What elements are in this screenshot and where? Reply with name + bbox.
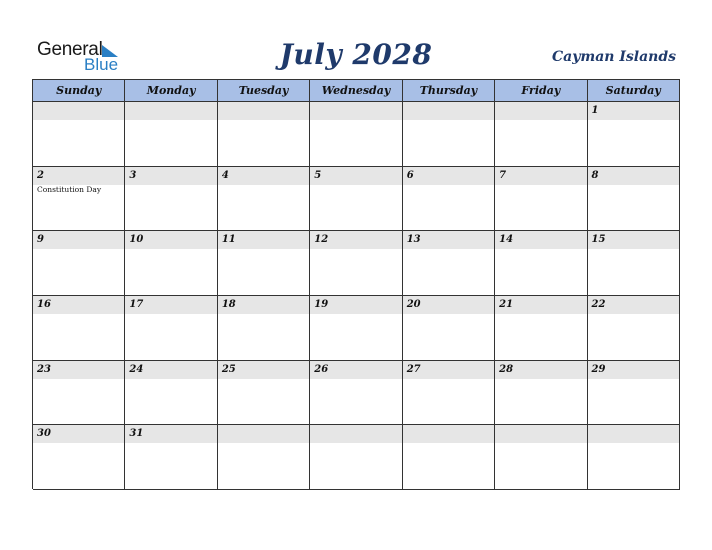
day-cell — [588, 296, 680, 361]
day-cell — [403, 167, 495, 232]
day-cell — [588, 167, 680, 232]
day-number: 15 — [591, 234, 606, 246]
day-cell — [33, 102, 125, 167]
day-cell — [588, 231, 680, 296]
day-cell — [218, 296, 310, 361]
day-number: 29 — [591, 363, 606, 375]
day-number: 5 — [314, 169, 322, 181]
weekday-header: Sunday — [33, 80, 125, 102]
day-number: 25 — [221, 363, 236, 375]
day-cell — [310, 167, 402, 232]
weekday-header: Thursday — [403, 80, 495, 102]
day-number: 17 — [129, 298, 144, 310]
day-number: 8 — [591, 169, 599, 181]
day-cell — [33, 296, 125, 361]
week-row — [33, 425, 680, 490]
day-cell — [125, 425, 217, 490]
day-cell — [125, 361, 217, 426]
week-row — [33, 231, 680, 296]
day-number: 26 — [314, 363, 329, 375]
day-number: 24 — [129, 363, 144, 375]
weekday-header-row — [33, 80, 680, 102]
day-number: 18 — [221, 298, 236, 310]
day-cell — [588, 102, 680, 167]
day-number: 6 — [406, 169, 414, 181]
day-number: 30 — [37, 428, 51, 440]
weekday-header: Saturday — [588, 80, 680, 102]
day-cell — [125, 102, 217, 167]
day-cell — [125, 231, 217, 296]
day-number: 11 — [221, 234, 236, 246]
calendar-title: July 2028 — [279, 38, 433, 71]
week-row — [33, 167, 680, 232]
week-row — [33, 296, 680, 361]
day-cell — [495, 296, 587, 361]
day-cell — [218, 425, 310, 490]
day-number: 2 — [37, 169, 44, 181]
day-number: 3 — [129, 169, 137, 181]
weekday-header: Tuesday — [218, 80, 310, 102]
weekday-header: Monday — [125, 80, 217, 102]
day-cell — [403, 425, 495, 490]
day-cell — [310, 425, 402, 490]
day-cell — [403, 296, 495, 361]
day-number: 7 — [499, 169, 507, 181]
day-number: 9 — [37, 234, 44, 246]
day-cell — [310, 231, 402, 296]
day-cell — [33, 425, 125, 490]
day-cell — [33, 361, 125, 426]
week-row — [33, 102, 680, 167]
day-cell — [218, 167, 310, 232]
day-number: 13 — [406, 234, 421, 246]
calendar-region: Cayman Islands — [552, 49, 676, 65]
day-number: 20 — [406, 298, 421, 310]
day-cell — [495, 167, 587, 232]
day-number: 27 — [406, 363, 421, 375]
day-cell — [495, 231, 587, 296]
day-number: 23 — [37, 363, 51, 375]
day-cell — [310, 102, 402, 167]
day-cell — [310, 296, 402, 361]
day-cell — [588, 425, 680, 490]
day-cell — [125, 167, 217, 232]
day-number: 19 — [314, 298, 329, 310]
brand-word-general: General — [37, 39, 103, 60]
day-cell — [218, 231, 310, 296]
day-number: 10 — [129, 234, 144, 246]
day-number: 31 — [129, 428, 144, 440]
day-cell — [403, 231, 495, 296]
day-cell — [218, 102, 310, 167]
day-cell — [33, 231, 125, 296]
day-cell — [495, 361, 587, 426]
day-number: 1 — [591, 105, 599, 116]
day-number: 12 — [314, 234, 329, 246]
day-number: 28 — [499, 363, 514, 375]
day-cell — [403, 361, 495, 426]
calendar-grid — [32, 79, 680, 489]
day-cell — [495, 102, 587, 167]
day-cell — [403, 102, 495, 167]
day-cell — [310, 361, 402, 426]
day-number: 22 — [591, 298, 606, 310]
day-number: 4 — [221, 169, 229, 181]
brand-word-blue: Blue — [84, 55, 119, 74]
day-cell — [218, 361, 310, 426]
weekday-header: Wednesday — [310, 80, 402, 102]
day-number: 16 — [37, 298, 51, 310]
day-cell — [33, 167, 125, 232]
weekday-header: Friday — [495, 80, 587, 102]
day-number: 14 — [499, 234, 514, 246]
day-cell — [125, 296, 217, 361]
week-row — [33, 361, 680, 426]
day-cell — [495, 425, 587, 490]
day-number: 21 — [499, 298, 514, 310]
day-cell — [588, 361, 680, 426]
holiday-label: Constitution Day — [37, 184, 102, 194]
